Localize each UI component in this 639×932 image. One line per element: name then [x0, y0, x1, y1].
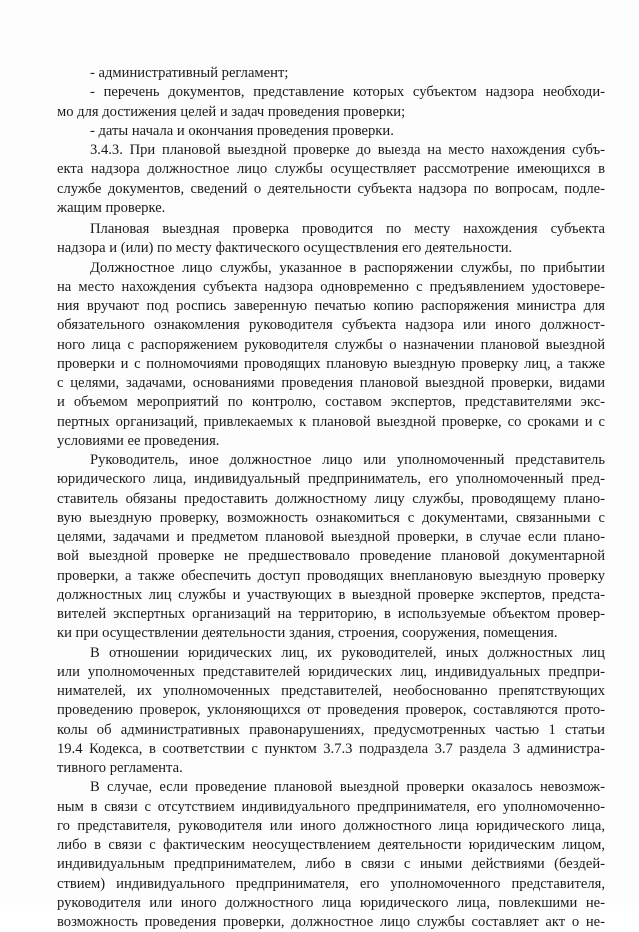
- text-line: проведению проверок, уклоняющихся от проведения проверок, составляются прото-: [57, 702, 605, 719]
- text-line: вой выездной проверке не предшествовало проведение плановой документарной: [57, 548, 605, 565]
- text-line: обязательного ознакомления руководителя субъекта надзора или иного должност-: [57, 317, 605, 334]
- text-line: возможность проведения проверки, должностное лицо службы составляет акт о не-: [57, 914, 605, 930]
- text-line: ным в связи с отсутствием индивидуального предпринимателя, его уполномоченно-: [57, 798, 605, 815]
- text-line: целями, задачами и предметом плановой выездной проверки, в случае если плано-: [57, 529, 605, 545]
- text-line: Должностное лицо службы, указанное в распоряжении службы, по прибытии: [90, 259, 605, 276]
- text-line: пертных организаций, привлекаемых к плановой выездной проверке, со сроками и с: [57, 413, 605, 430]
- text-line: нимателей, их уполномоченных представителей, необоснованно препятствующих: [57, 683, 605, 699]
- text-line: ного лица с распоряжением руководителя службы о назначении плановой выездной: [57, 336, 605, 353]
- text-line: Плановая выездная проверка проводится по месту нахождения субъекта: [90, 221, 605, 237]
- text-line: службе документов, сведений о деятельности субъекта надзора по вопросам, подле-: [57, 180, 605, 197]
- text-line: ставитель обязаны предоставить должностному лицу службы, проводящему плано-: [57, 490, 605, 507]
- text-line: ния вручают под роспись заверенную печатью копию распоряжения министра для: [57, 298, 605, 314]
- text-line: 3.4.3. При плановой выездной проверке до выезда на место нахождения субъ-: [90, 142, 605, 158]
- text-line: вую выездную проверку, возможность ознакомиться с документами, связанными с: [57, 509, 605, 526]
- text-line: го представителя, руководителя или иного должностного лица юридического лица,: [57, 817, 605, 834]
- text-line: либо в связи с фактическим неосуществлением деятельности юридическим лицом,: [57, 837, 605, 853]
- document-text: [57, 64, 605, 932]
- text-line: юридического лица, индивидуальный предприниматель, его уполномоченный пред-: [57, 471, 605, 488]
- text-line: В случае, если проведение плановой выездной проверки оказалось невозмож-: [90, 779, 605, 796]
- text-line: на место нахождения субъекта надзора одновременно с предъявлением удостовере-: [57, 278, 605, 295]
- text-line: мо для достижения целей и задач проведения проверки;: [57, 103, 406, 120]
- text-line: 19.4 Кодекса, в соответствии с пунктом 3.7.3 подраздела 3.7 раздела 3 администра-: [57, 740, 605, 757]
- text-line: ствием) индивидуального предпринимателя, его уполномоченного представителя,: [57, 875, 605, 892]
- text-line: индивидуальным предпринимателем, либо в связи с иными действиями (бездей-: [57, 856, 605, 873]
- text-line: екта надзора должностное лицо службы осуществляет рассмотрение имеющихся в: [57, 161, 605, 178]
- text-line: или уполномоченных представителей юридических лиц, индивидуальных предпри-: [57, 663, 605, 680]
- text-line: должностных лиц службы и участвующих в выездной проверке экспертов, предста-: [57, 586, 605, 603]
- text-line: надзора и (или) по месту фактического осуществления его деятельности.: [57, 240, 513, 257]
- text-line: жащим проверке.: [57, 199, 166, 216]
- text-line: с целями, задачами, основаниями проведения плановой выездной проверки, видами: [57, 375, 605, 391]
- text-line: условиями ее проведения.: [57, 432, 220, 449]
- text-line: руководителя или иного должностного лица юридического лица, повлекшими не-: [57, 894, 605, 911]
- text-line: ки при осуществлении деятельности здания, строения, сооружения, помещения.: [57, 625, 558, 642]
- text-line: тивного регламента.: [57, 760, 183, 776]
- text-line: Руководитель, иное должностное лицо или уполномоченный представитель: [90, 452, 605, 468]
- text-line: и объемом мероприятий по контролю, составом экспертов, представителями экс-: [57, 394, 605, 411]
- text-line: колы об административных правонарушениях, предусмотренных частью 1 статьи: [57, 721, 605, 738]
- text-line: - административный регламент;: [90, 65, 289, 81]
- text-line: В отношении юридических лиц, их руководителей, иных должностных лиц: [90, 644, 605, 661]
- text-line: - даты начала и окончания проведения проверки.: [90, 122, 394, 139]
- text-line: - перечень документов, представление которых субъектом надзора необходи-: [90, 84, 605, 101]
- text-line: проверки, а также обеспечить доступ проводящих внеплановую выездную проверку: [57, 567, 605, 584]
- text-line: вителей экспертных организаций на территорию, в используемые объектом провер-: [57, 606, 605, 622]
- text-line: проверки и с полномочиями проводящих плановую выездную проверку лиц, а также: [57, 355, 605, 372]
